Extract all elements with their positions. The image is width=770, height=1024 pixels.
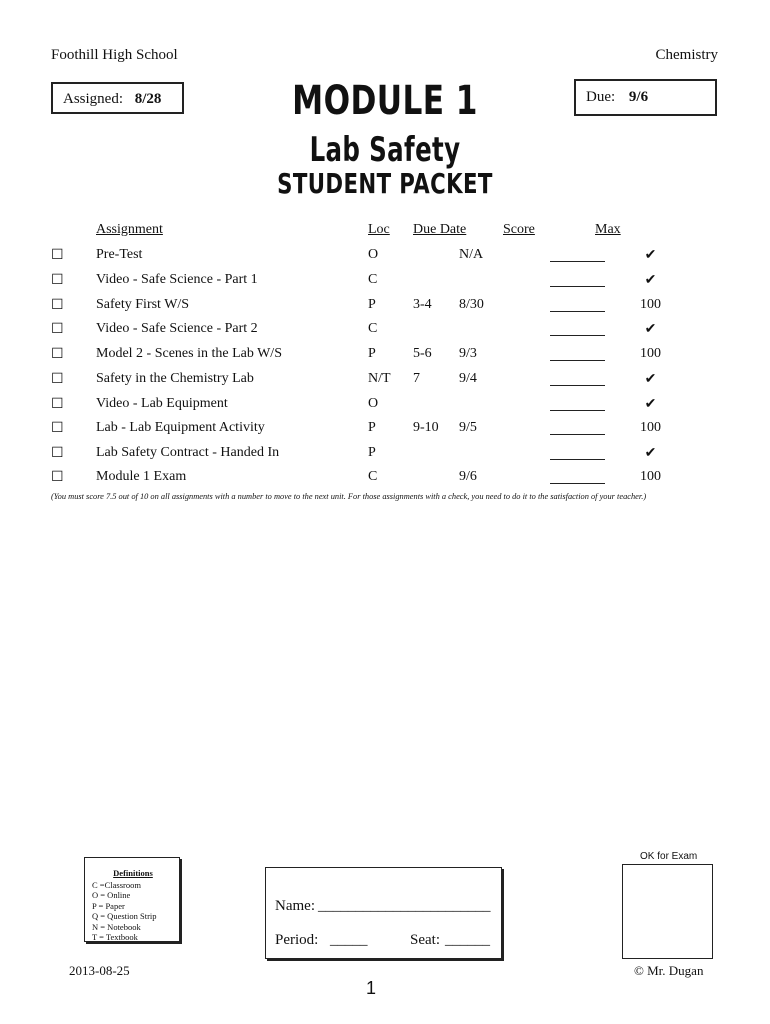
assignment-due: 9/6	[459, 469, 477, 484]
assignment-lesson: 3-4	[413, 297, 432, 312]
table-row	[0, 346, 770, 370]
definition-item: T = Textbook	[92, 932, 138, 942]
assignment-due: 9/3	[459, 346, 477, 361]
assignment-loc: P	[368, 445, 376, 460]
assignment-max: ✔	[644, 273, 657, 288]
table-row	[0, 420, 770, 444]
assignment-lesson: 9-10	[413, 420, 439, 435]
checkbox[interactable]: ☐	[51, 372, 64, 387]
definition-item: Q = Question Strip	[92, 911, 157, 921]
assignment-due: 8/30	[459, 297, 484, 312]
checkbox[interactable]: ☐	[51, 446, 64, 461]
packet-title: STUDENT PACKET	[277, 167, 493, 200]
assignment-loc: P	[368, 346, 376, 361]
assignment-due: 9/4	[459, 371, 477, 386]
score-blank[interactable]	[550, 286, 605, 287]
definition-item: C =Classroom	[92, 879, 141, 890]
school-name: Foothill High School	[51, 47, 178, 63]
due-label: Due:	[586, 89, 616, 105]
assignment-name: Video - Lab Equipment	[96, 396, 228, 411]
period-label: Period:	[275, 932, 319, 948]
assignment-lesson: 5-6	[413, 346, 432, 361]
assignment-lesson: 7	[413, 371, 420, 386]
assigned-date: 8/28	[134, 91, 162, 107]
checkbox[interactable]: ☐	[51, 273, 64, 288]
assignment-name: Model 2 - Scenes in the Lab W/S	[96, 346, 282, 361]
assignment-name: Lab - Lab Equipment Activity	[96, 420, 265, 435]
score-blank[interactable]	[550, 459, 605, 460]
header-due-date: Due Date	[413, 222, 467, 237]
assignment-due: 9/5	[459, 420, 477, 435]
page-number: 1	[366, 978, 377, 998]
assignment-max: ✔	[644, 372, 657, 387]
assignment-name: Pre-Test	[96, 247, 143, 262]
score-blank[interactable]	[550, 360, 605, 361]
score-blank[interactable]	[550, 410, 605, 411]
ok-for-exam-box[interactable]	[622, 864, 713, 959]
assignment-max: 100	[640, 469, 661, 484]
footer-date: 2013-08-25	[69, 963, 130, 978]
checkbox[interactable]: ☐	[51, 322, 64, 337]
checkbox[interactable]: ☐	[51, 248, 64, 263]
assignment-loc: P	[368, 420, 376, 435]
assignment-name: Module 1 Exam	[96, 469, 187, 484]
checkbox[interactable]: ☐	[51, 470, 64, 485]
subject-name: Chemistry	[655, 47, 718, 63]
assignment-name: Video - Safe Science - Part 1	[96, 272, 258, 287]
header-max: Max	[595, 222, 621, 237]
table-row	[0, 469, 770, 493]
seat-field[interactable]: ______	[445, 932, 490, 948]
assignment-loc: C	[368, 321, 378, 336]
assignment-max: ✔	[644, 446, 657, 461]
table-row	[0, 272, 770, 296]
assignment-max: 100	[640, 420, 661, 435]
score-blank[interactable]	[550, 434, 605, 435]
assignment-max: ✔	[644, 322, 657, 337]
assignment-loc: O	[368, 396, 379, 411]
header-assignment: Assignment	[96, 222, 163, 237]
table-row	[0, 297, 770, 321]
due-box	[574, 79, 717, 116]
header-score: Score	[503, 222, 535, 237]
assignment-loc: C	[368, 272, 378, 287]
assignment-name: Safety in the Chemistry Lab	[96, 371, 254, 386]
definitions-title: Definitions	[113, 868, 153, 878]
table-row	[0, 396, 770, 420]
checkbox[interactable]: ☐	[51, 347, 64, 362]
assignment-max: 100	[640, 346, 661, 361]
score-blank[interactable]	[550, 335, 605, 336]
assignment-loc: C	[368, 469, 378, 484]
definition-item: N = Notebook	[92, 921, 141, 932]
passing-note: (You must score 7.5 out of 10 on all assignments with a number to move to the next unit. For those assignments with a check, you need to do it to the satisfaction of your teacher.)	[51, 492, 647, 501]
definition-item: O = Online	[92, 890, 131, 900]
module-subtitle: Lab Safety	[309, 130, 461, 170]
definition-item: P = Paper	[92, 900, 125, 911]
footer-copyright: © Mr. Dugan	[634, 963, 704, 978]
score-blank[interactable]	[550, 385, 605, 386]
score-blank[interactable]	[550, 311, 605, 312]
ok-for-exam-label: OK for Exam	[640, 851, 698, 862]
assignment-loc: N/T	[368, 371, 391, 386]
assignment-loc: P	[368, 297, 376, 312]
assignment-max: ✔	[644, 248, 657, 263]
score-blank[interactable]	[550, 261, 605, 262]
table-row	[0, 371, 770, 395]
module-title: MODULE 1	[292, 78, 478, 124]
due-date: 9/6	[628, 89, 649, 105]
name-field[interactable]: _______________________	[318, 898, 491, 914]
assigned-box	[51, 82, 184, 114]
seat-label: Seat:	[410, 932, 440, 948]
checkbox[interactable]: ☐	[51, 421, 64, 436]
assignment-name: Lab Safety Contract - Handed In	[96, 445, 280, 460]
definitions-box	[84, 857, 180, 942]
assignment-max: 100	[640, 297, 661, 312]
header-loc: Loc	[368, 222, 390, 237]
table-row	[0, 445, 770, 469]
assignment-name: Video - Safe Science - Part 2	[96, 321, 258, 336]
checkbox[interactable]: ☐	[51, 298, 64, 313]
assignment-max: ✔	[644, 397, 657, 412]
assignment-due: N/A	[459, 247, 484, 262]
assignment-name: Safety First W/S	[96, 297, 190, 312]
assigned-label: Assigned:	[63, 91, 123, 107]
student-info-box	[265, 867, 502, 959]
checkbox[interactable]: ☐	[51, 397, 64, 412]
assignment-loc: O	[368, 247, 379, 262]
table-row	[0, 321, 770, 345]
name-label: Name:	[275, 898, 315, 914]
period-field[interactable]: _____	[330, 932, 368, 948]
score-blank[interactable]	[550, 483, 605, 484]
table-row	[0, 247, 770, 271]
